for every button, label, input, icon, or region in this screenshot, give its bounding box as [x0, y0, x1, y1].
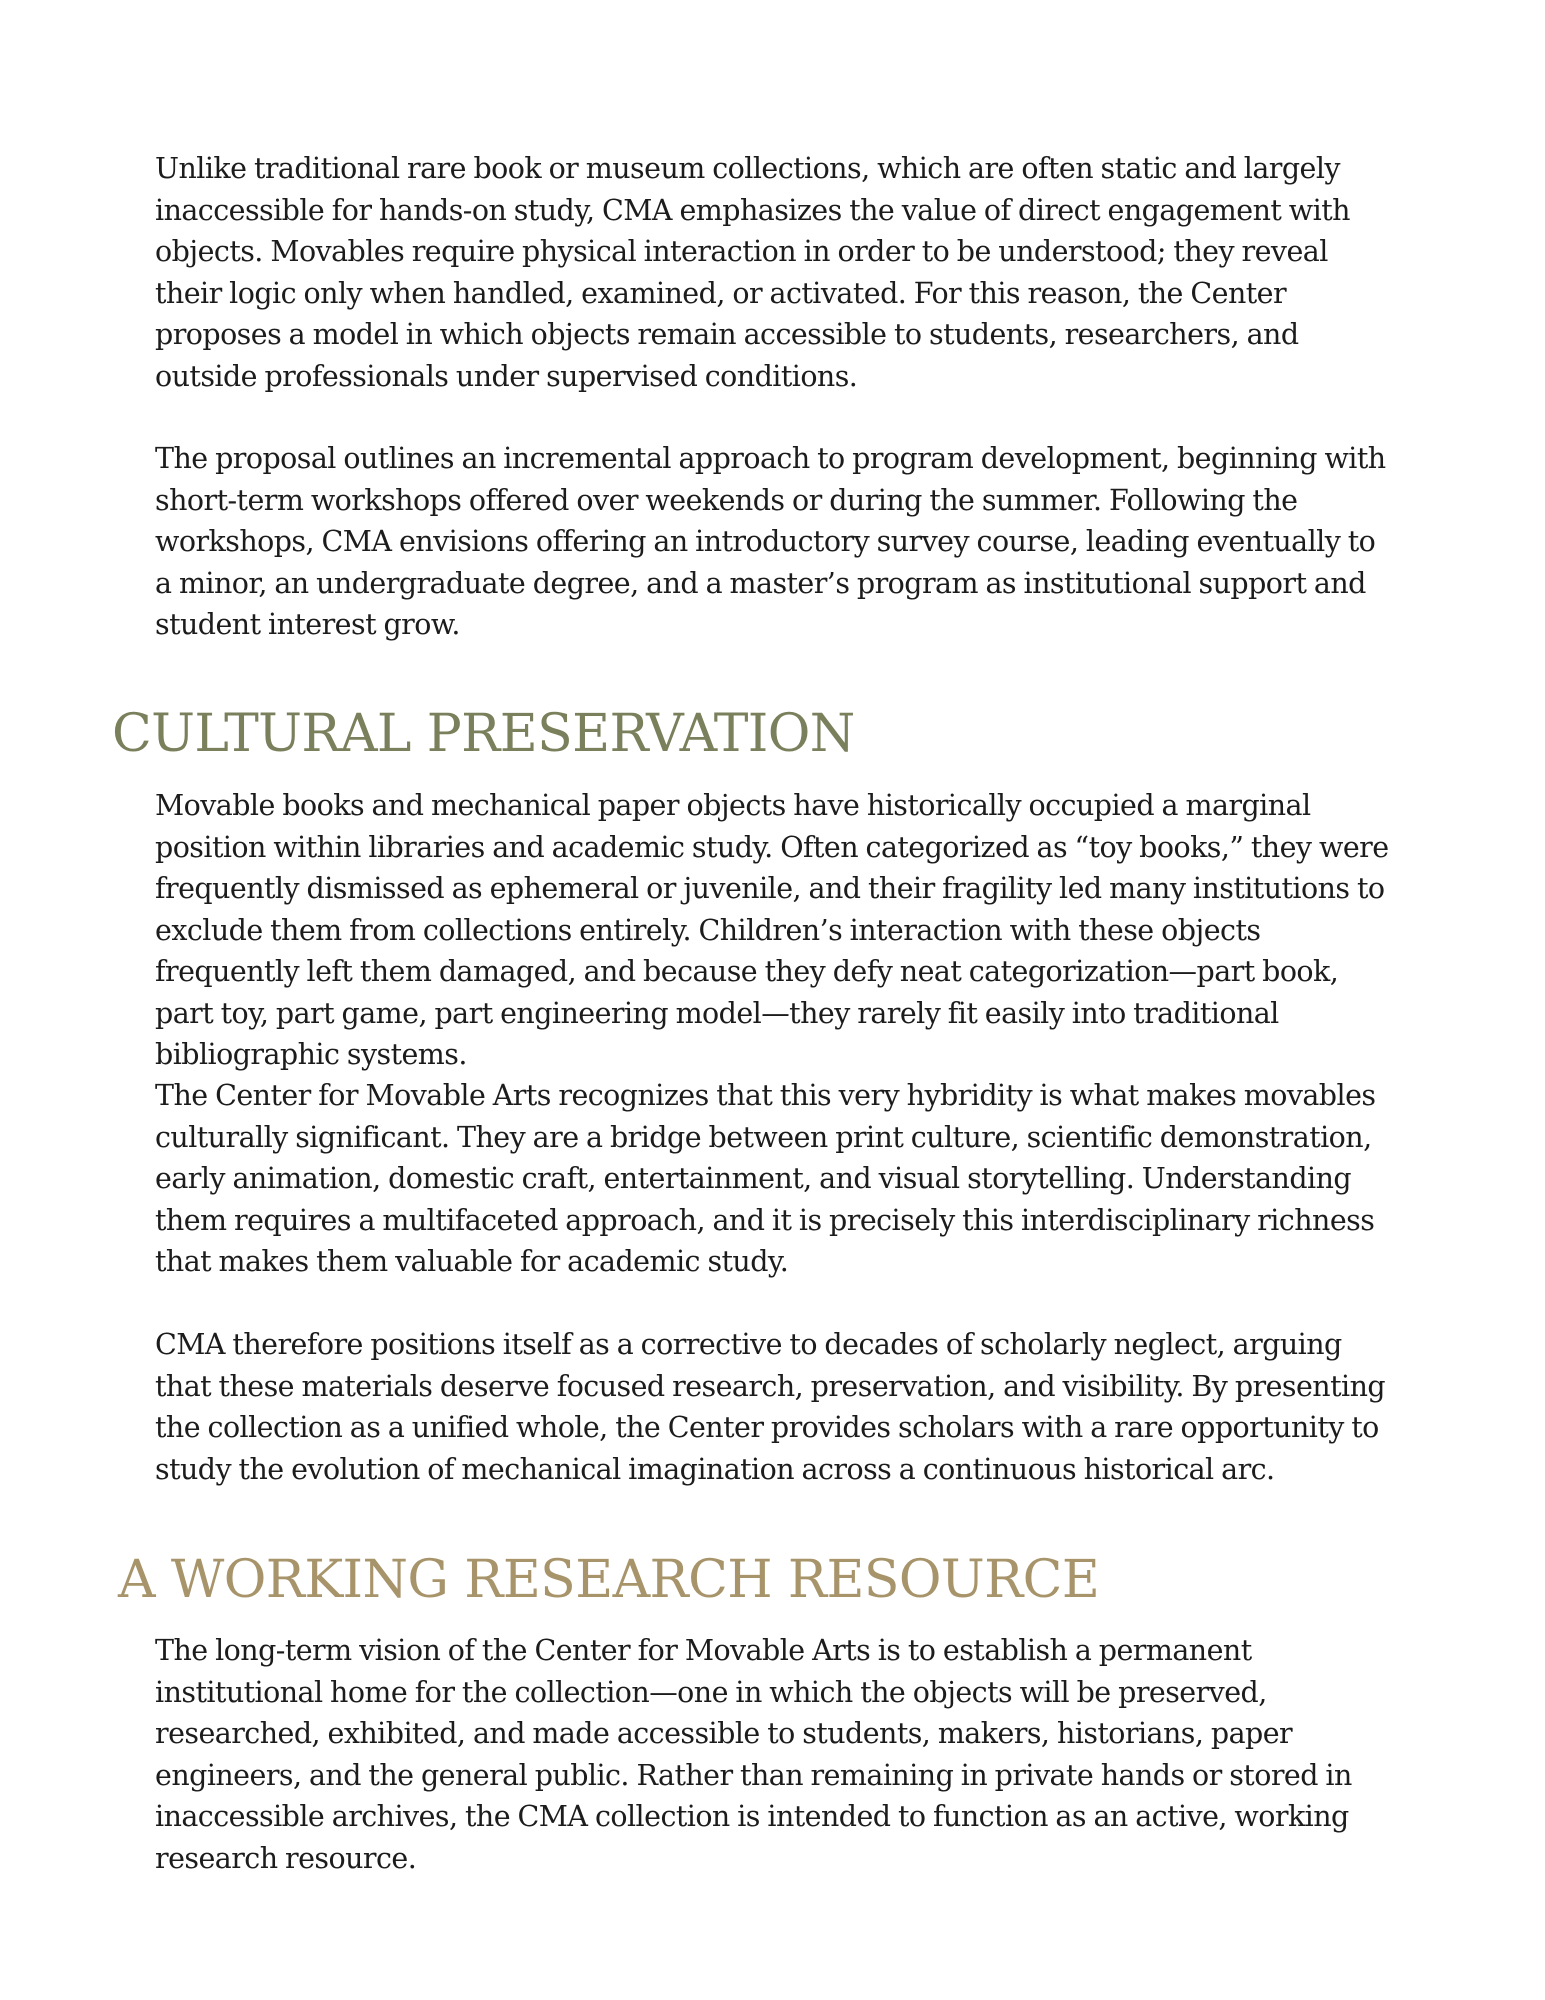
intro-paragraph-1: Unlike traditional rare book or museum collections, which are often static and largely inaccessible for hands-on study, CMA emphasizes the value of direct engagement with objects. Movables require physical interaction in order to be understood; they reveal their logic only when handled, examined, or activated. For this reason, the Center proposes a model in which objects remain accessible to students, researchers, and outside professionals under supervised conditions.	[155, 152, 1350, 393]
intro-paragraph-2: The proposal outlines an incremental approach to program development, beginning with short-term workshops offered over weekends or during the summer. Following the workshops, CMA envisions offering an introductory survey course, leading eventually to a minor, an undergraduate degree, and a master’s program as institutional support and student interest grow.	[155, 442, 1386, 641]
section-heading-cultural-preservation: CULTURAL PRESERVATION	[112, 704, 855, 764]
cultural-preservation-paragraph-3: CMA therefore positions itself as a corrective to decades of scholarly neglect, arguing that these materials deserve focused research, preservation, and visibility. By presenting the collection as a unified whole, the Center provides scholars with a rare opportunity to study the evolution of mechanical imagination across a continuous historical arc.	[155, 1328, 1386, 1486]
working-research-resource-paragraph-1: The long-term vision of the Center for Movable Arts is to establish a permanent institutional home for the collection—one in which the objects will be preserved, researched, exhibited, and made accessible to students, makers, historians, paper engineers, and the general public. Rather than remaining in private hands or stored in inaccessible archives, the CMA collection is intended to function as an active, working research resource.	[155, 1634, 1352, 1875]
cultural-preservation-paragraph-2: The Center for Movable Arts recognizes that this very hybridity is what makes movables culturally significant. They are a bridge between print culture, scientific demonstration, early animation, domestic craft, entertainment, and visual storytelling. Understanding them requires a multifaceted approach, and it is precisely this interdisciplinary richness that makes them valuable for academic study.	[155, 1079, 1376, 1278]
cultural-preservation-paragraph-1: Movable books and mechanical paper objects have historically occupied a marginal position within libraries and academic study. Often categorized as “toy books,” they were frequently dismissed as ephemeral or juvenile, and their fragility led many institutions to exclude them from collections entirely. Children’s interaction with these objects frequently left them damaged, and because they defy neat categorization—part book, part toy, part game, part engineering model—they rarely fit easily into traditional bibliographic systems.	[155, 789, 1389, 1071]
section-heading-working-research-resource: A WORKING RESEARCH RESOURCE	[118, 1550, 1100, 1610]
